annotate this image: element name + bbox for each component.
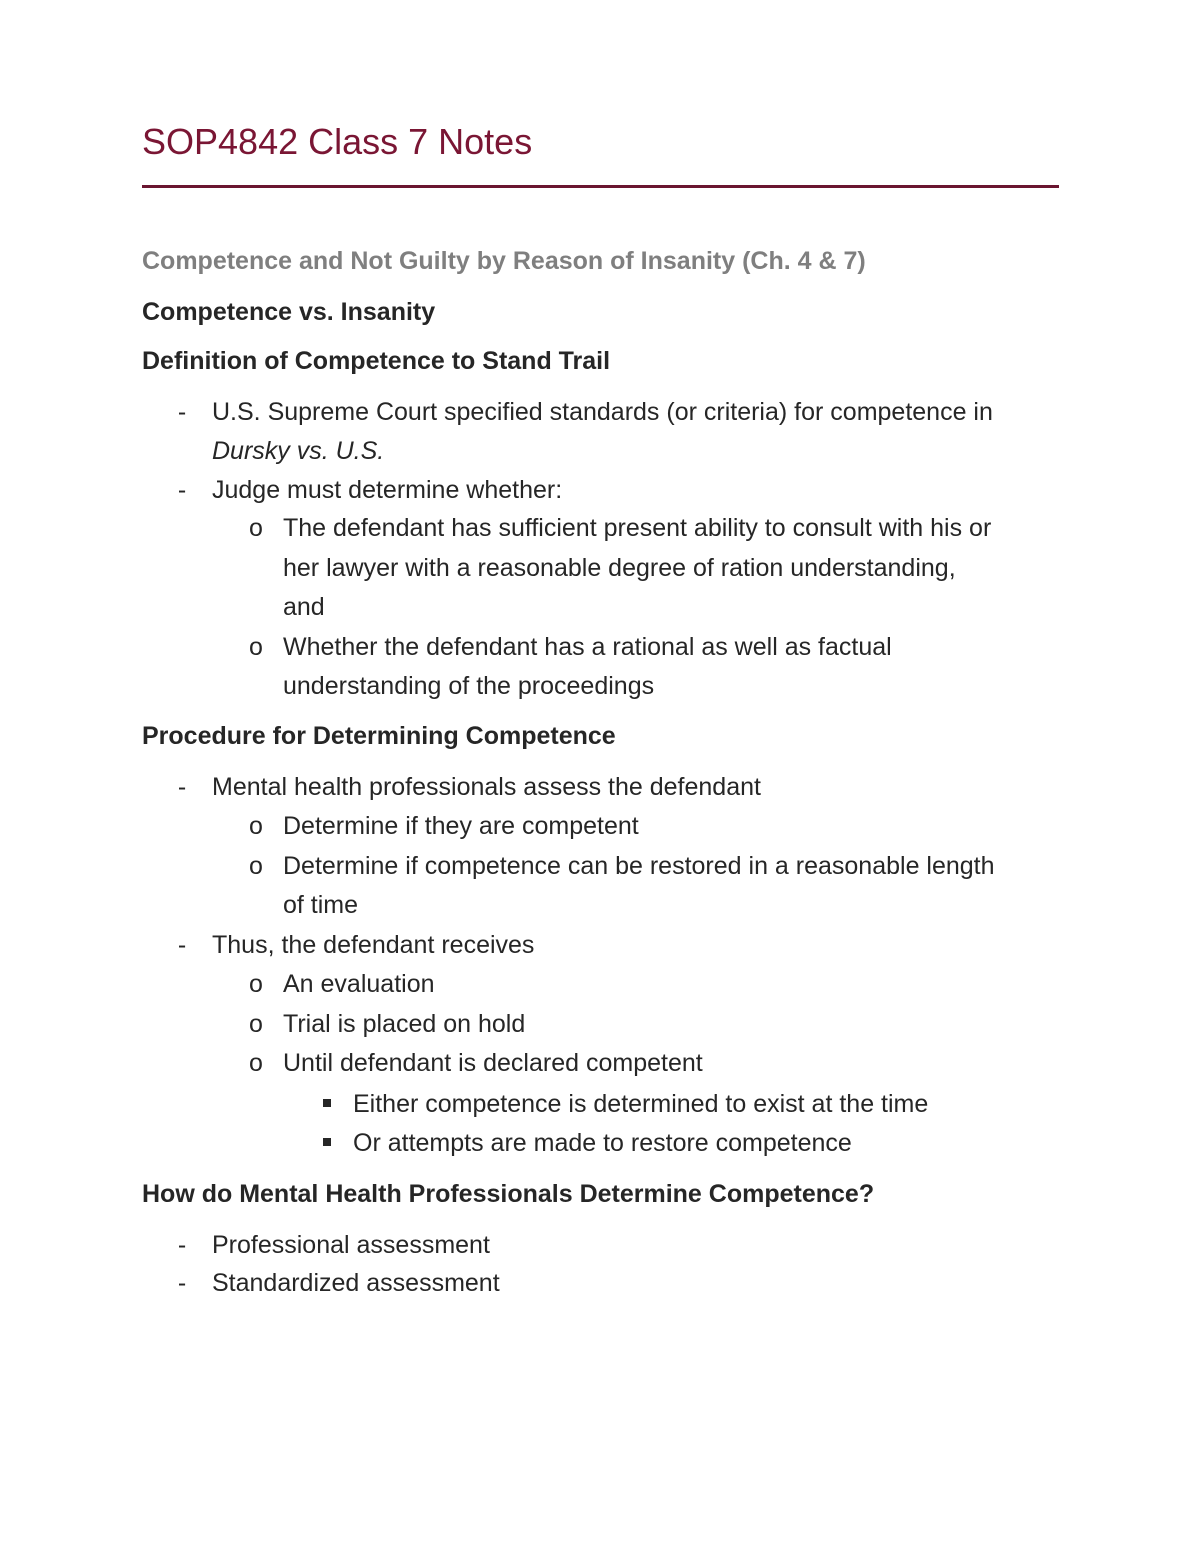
list-item: The defendant has sufficient present ability to consult with his or: [283, 514, 992, 542]
dash-bullet: -: [177, 476, 187, 504]
list-item: Standardized assessment: [212, 1269, 500, 1297]
list-item-continuation: her lawyer with a reasonable degree of ration understanding,: [283, 554, 956, 582]
title-underline: [142, 185, 1059, 188]
circle-bullet: o: [249, 812, 263, 840]
circle-bullet: o: [249, 1049, 263, 1077]
list-item-continuation: and: [283, 593, 325, 621]
list-item: Mental health professionals assess the defendant: [212, 773, 761, 801]
heading-how: How do Mental Health Professionals Determine Competence?: [142, 1180, 875, 1208]
circle-bullet: o: [249, 1010, 263, 1038]
heading-procedure: Procedure for Determining Competence: [142, 722, 616, 750]
list-item: Until defendant is declared competent: [283, 1049, 703, 1077]
list-item-continuation: of time: [283, 891, 359, 919]
dash-bullet: -: [177, 1231, 187, 1259]
dash-bullet: -: [177, 773, 187, 801]
dash-bullet: -: [177, 931, 187, 959]
list-item: Determine if competence can be restored in a reasonable length: [283, 852, 995, 880]
circle-bullet: o: [249, 514, 263, 542]
list-item: U.S. Supreme Court specified standards (or criteria) for competence in: [212, 398, 993, 426]
dash-bullet: -: [177, 398, 187, 426]
list-item: Whether the defendant has a rational as well as factual: [283, 633, 892, 661]
heading-definition: Definition of Competence to Stand Trail: [142, 347, 611, 375]
list-item: Thus, the defendant receives: [212, 931, 535, 959]
list-item: Or attempts are made to restore competence: [353, 1129, 852, 1157]
circle-bullet: o: [249, 970, 263, 998]
list-item-continuation: understanding of the proceedings: [283, 672, 655, 700]
list-item: Judge must determine whether:: [212, 476, 563, 504]
dash-bullet: -: [177, 1269, 187, 1297]
circle-bullet: o: [249, 633, 263, 661]
list-item: An evaluation: [283, 970, 435, 998]
square-bullet-icon: [315, 1126, 339, 1160]
list-item-continuation: Dursky vs. U.S.: [212, 437, 385, 465]
heading-competence-vs-insanity: Competence vs. Insanity: [142, 298, 436, 326]
list-item: Either competence is determined to exist at the time: [353, 1090, 929, 1118]
list-item: Determine if they are competent: [283, 812, 639, 840]
circle-bullet: o: [249, 852, 263, 880]
section-subtitle: Competence and Not Guilty by Reason of Insanity (Ch. 4 & 7): [142, 247, 866, 275]
square-bullet-icon: [315, 1087, 339, 1121]
list-item: Trial is placed on hold: [283, 1010, 526, 1038]
document-title: SOP4842 Class 7 Notes: [142, 121, 533, 162]
list-item: Professional assessment: [212, 1231, 490, 1259]
